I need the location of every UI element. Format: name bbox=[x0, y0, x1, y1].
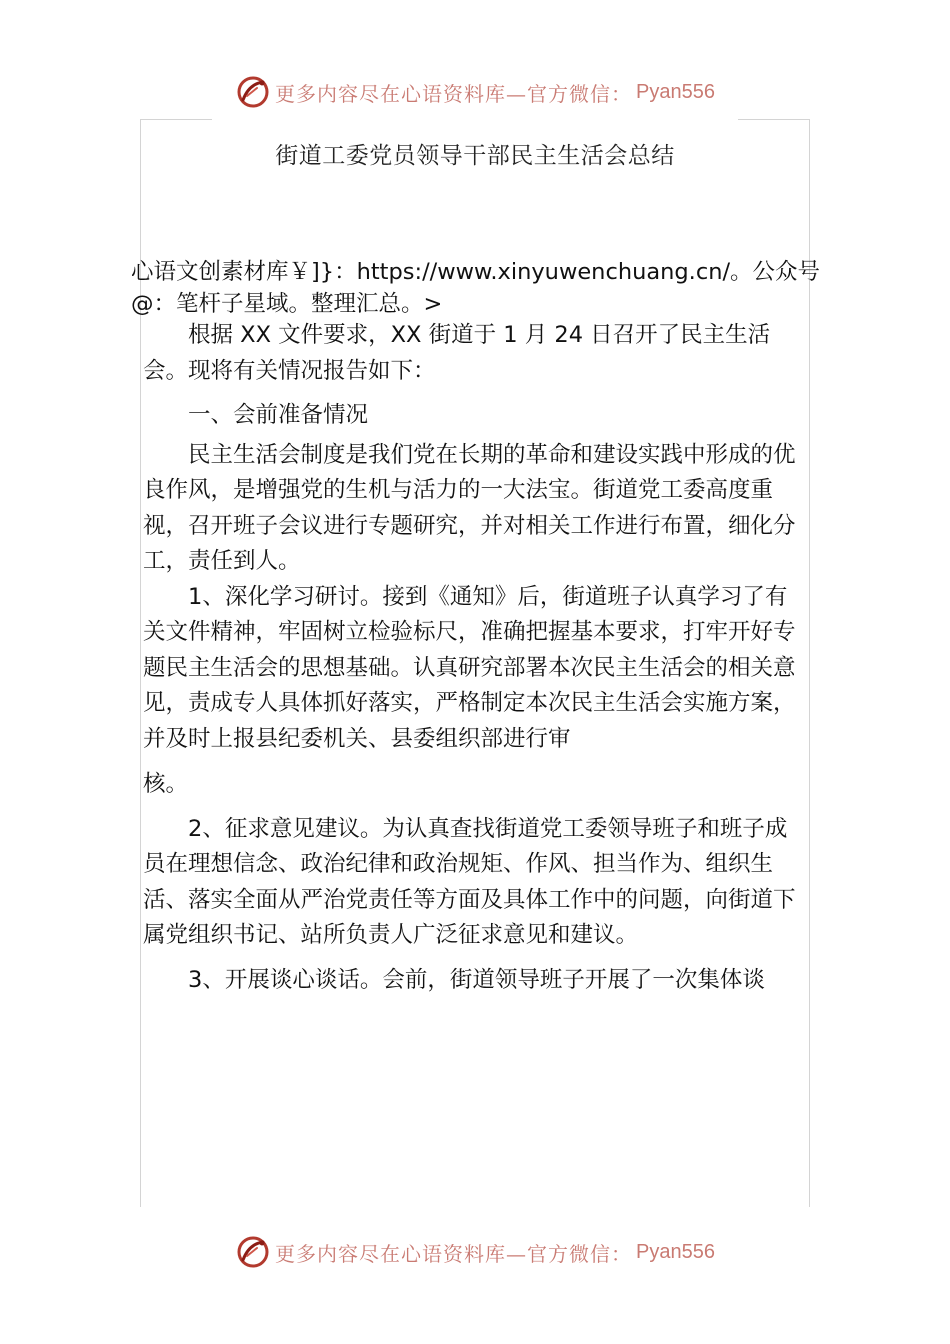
paragraph-1: 民主生活会制度是我们党在长期的革命和建设实践中形成的优良作风，是增强党的生机与活力的一大法宝。街道党工委高度重视，召开班子会议进行专题研究，并对相关工作进行布置，细化分工，责任到人。 bbox=[143, 441, 796, 574]
footer-watermark bbox=[0, 1230, 950, 1274]
paragraph-2-tail: 核。 bbox=[143, 771, 189, 797]
watermark-text: 更多内容尽在心语资料库—官方微信： bbox=[275, 1241, 633, 1266]
watermark-wechat-id: Pyan556 bbox=[636, 80, 715, 103]
page-frame-top-left bbox=[140, 119, 212, 120]
paragraph-2 bbox=[143, 580, 808, 803]
brush-logo-icon bbox=[235, 1234, 271, 1270]
paragraph-3: 2、征求意见建议。为认真查找街道党工委领导班子和班子成员在理想信念、政治纪律和政治规矩、作风、担当作为、组织生活、落实全面从严治党责任等方面及具体工作中的问题，向街道下属党组织书记、站所负责人广泛征求意见和建议。 bbox=[143, 815, 796, 948]
page-frame-top-right bbox=[738, 119, 810, 120]
brush-logo-icon bbox=[235, 74, 271, 110]
paragraph-4: 3、开展谈心谈话。会前，街道领导班子开展了一次集体谈 bbox=[188, 966, 765, 993]
section-heading-1: 一、会前准备情况 bbox=[188, 402, 369, 428]
paragraph-intro: 根据 XX 文件要求，XX 街道于 1 月 24 日召开了民主生活会。现将有关情况报告如下： bbox=[143, 322, 771, 384]
document-body bbox=[143, 318, 808, 998]
source-note: 心语文创素材库￥]}：https://www.xinyuwenchuang.cn/。公众号@：笔杆子星域。整理汇总。> bbox=[131, 259, 821, 317]
paragraph-2-text: 1、深化学习研讨。接到《通知》后，街道班子认真学习了有关文件精神，牢固树立检验标尺，准确把握基本要求，打牢开好专题民主生活会的思想基础。认真研究部署本次民主生活会的相关意见，责成专人具体抓好落实，严格制定本次民主生活会实施方案，并及时上报县纪委机关、县委组织部进行审 bbox=[143, 583, 796, 752]
watermark-text: 更多内容尽在心语资料库—官方微信： bbox=[275, 81, 633, 106]
document-title: 街道工委党员领导干部民主生活会总结 bbox=[275, 143, 675, 169]
header-watermark bbox=[0, 70, 950, 114]
watermark-wechat-id: Pyan556 bbox=[636, 1240, 715, 1263]
